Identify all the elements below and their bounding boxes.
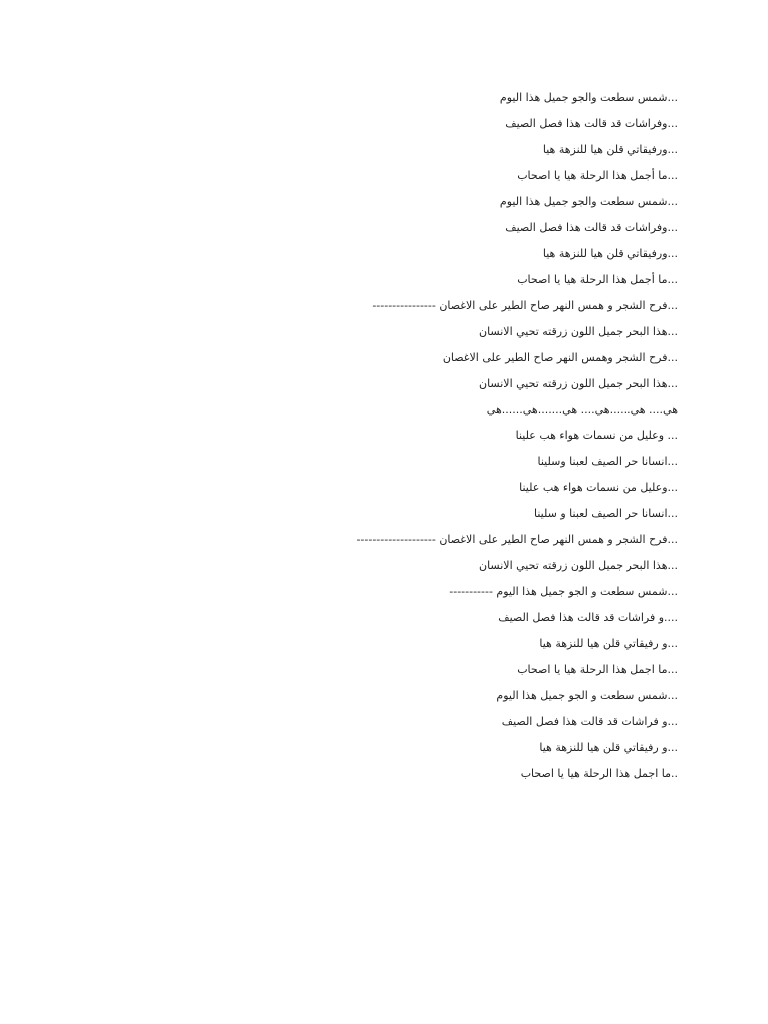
text-line: ...ورفيقاتي قلن هيا للنزهة هيا bbox=[542, 143, 678, 156]
text-line: ...وفراشات قد قالت هذا فصل الصيف bbox=[505, 117, 678, 130]
text-line: ...شمس سطعت و الجو جميل هذا اليوم bbox=[496, 689, 678, 702]
text-line: ...انسانا حر الصيف لعبنا وسلينا bbox=[537, 455, 678, 468]
text-line: ...و رفيقاتي قلن هيا للنزهة هيا bbox=[539, 637, 678, 650]
text-line: ...وفراشات قد قالت هذا فصل الصيف bbox=[505, 221, 678, 234]
text-line: هي.... هي......هي.... هي.......هي......هي bbox=[486, 403, 678, 416]
text-line: ...ما أجمل هذا الرحلة هيا يا اصحاب bbox=[517, 273, 678, 286]
text-line: ...شمس سطعت و الجو جميل هذا اليوم ----------- bbox=[449, 585, 678, 598]
text-line: ...ما أجمل هذا الرحلة هيا يا اصحاب bbox=[517, 169, 678, 182]
text-line: ...هذا البحر جميل اللون زرقته تحيي الانسان bbox=[479, 377, 678, 390]
text-line: ...شمس سطعت والجو جميل هذا اليوم bbox=[499, 91, 678, 104]
text-line: ...فرح الشجر و همس النهر صاح الطير على الاغصان ---------------- bbox=[372, 299, 678, 312]
text-line: ...و رفيقاتي قلن هيا للنزهة هيا bbox=[539, 741, 678, 754]
text-line: ...ما اجمل هذا الرحلة هيا يا اصحاب bbox=[517, 663, 678, 676]
text-line: ...فرح الشجر وهمس النهر صاح الطير على الاغصان bbox=[442, 351, 678, 364]
text-line: ...و فراشات قد قالت هذا فصل الصيف bbox=[501, 715, 678, 728]
text-line: ...شمس سطعت والجو جميل هذا اليوم bbox=[499, 195, 678, 208]
text-line: ...هذا البحر جميل اللون زرقته تحيي الانسان bbox=[479, 559, 678, 572]
text-line: ..ما اجمل هذا الرحلة هيا يا اصحاب bbox=[520, 767, 678, 780]
text-line: ... وعليل من نسمات هواء هب علينا bbox=[515, 429, 678, 442]
text-line: ....و فراشات قد قالت هذا فصل الصيف bbox=[498, 611, 678, 624]
text-line: ...فرح الشجر و همس النهر صاح الطير على الاغصان -------------------- bbox=[356, 533, 678, 546]
text-line: ...ورفيقاتي قلن هيا للنزهة هيا bbox=[542, 247, 678, 260]
text-line: ...وعليل من نسمات هواء هب علينا bbox=[519, 481, 678, 494]
text-line: ...هذا البحر جميل اللون زرقته تحيي الانسان bbox=[479, 325, 678, 338]
poem-lines bbox=[78, 85, 678, 787]
text-line: ...انسانا حر الصيف لعبنا و سلينا bbox=[534, 507, 678, 520]
